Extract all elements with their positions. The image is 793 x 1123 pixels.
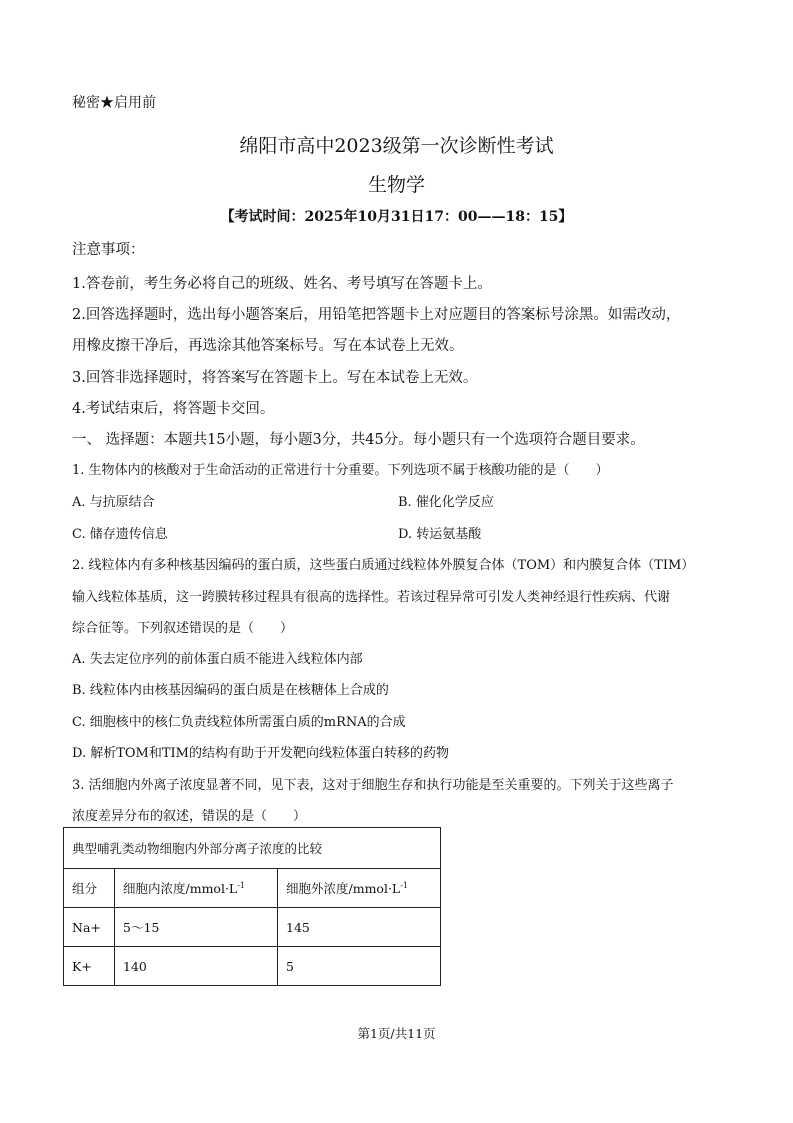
table-header-row [64,869,441,908]
exam-title: 绵阳市高中2023级第一次诊断性考试 [239,135,554,157]
confidential-label: 秘密★启用前 [72,95,156,111]
notes-heading: 注意事项： [72,242,145,258]
header-cell: 组分 [64,869,115,908]
question-1-option-c: C. 储存遗传信息 [72,527,168,542]
question-2-stem-line: 综合征等。下列叙述错误的是（ ） [72,621,294,636]
ion-concentration-table [63,827,441,986]
question-2-option-c: C. 细胞核中的核仁负责线粒体所需蛋白质的mRNA的合成 [72,715,406,730]
table-cell: 5～15 [115,908,278,947]
header-cell: 细胞外浓度$/mmol\cdot L^{-1}$ [278,869,441,908]
note-item: 1.答卷前，考生务必将自己的班级、姓名、考号填写在答题卡上。 [72,276,492,292]
table-caption: 典型哺乳类动物细胞内外部分离子浓度的比较 [64,828,441,869]
table-cell: K+ [64,947,115,986]
exam-time: 【考试时间：2025年10月31日17：00——18：15】 [220,209,573,225]
question-1-stem: 1. 生物体内的核酸对于生命活动的正常进行十分重要。下列选项不属于核酸功能的是（ ） [72,463,609,478]
subject-title: 生物学 [367,174,425,196]
note-item: 3.回答非选择题时，将答案写在答题卡上。写在本试卷上无效。 [72,370,478,386]
table-caption-row [64,828,441,869]
table-cell: 145 [278,908,441,947]
table-cell: Na+ [64,908,115,947]
note-item: 4.考试结束后，将答题卡交回。 [72,401,275,417]
table-cell: 5 [278,947,441,986]
header-cell: 细胞内浓度$/mmol\cdot L^{-1}$ [115,869,278,908]
note-item: 用橡皮擦干净后，再选涂其他答案标号。写在本试卷上无效。 [72,338,464,354]
page-number: 第1页/共11页 [357,1026,436,1041]
question-2-stem-line: 2. 线粒体内有多种核基因编码的蛋白质，这些蛋白质通过线粒体外膜复合体（TOM）和内膜复合体（TIM） [72,558,695,573]
question-1-option-b: B. 催化化学反应 [398,495,494,510]
question-2-stem-line: 输入线粒体基质，这一跨膜转移过程具有很高的选择性。若该过程异常可引发人类神经退行性疾病、代谢 [72,590,671,605]
question-2-option-a: A. 失去定位序列的前体蛋白质不能进入线粒体内部 [72,652,363,667]
question-1-option-a: A. 与抗原结合 [72,495,155,510]
question-2-option-d: D. 解析TOM和TIM的结构有助于开发靶向线粒体蛋白转移的药物 [72,746,449,761]
table-row [64,947,441,986]
section-heading: 一、 选择题：本题共15小题，每小题3分，共45分。每小题只有一个选项符合题目要求。 [72,432,645,448]
question-2-option-b: B. 线粒体内由核基因编码的蛋白质是在核糖体上合成的 [72,683,389,698]
question-3-stem-line: 3. 活细胞内外离子浓度显著不同，见下表，这对于细胞生存和执行功能是至关重要的。下列关于这些离子 [72,778,674,793]
table-row [64,908,441,947]
note-item: 2.回答选择题时，选出每小题答案后，用铅笔把答题卡上对应题目的答案标号涂黑。如需改动， [72,307,681,323]
table-cell: 140 [115,947,278,986]
question-1-option-d: D. 转运氨基酸 [398,527,482,542]
question-3-stem-line: 浓度差异分布的叙述，错误的是（ ） [72,809,307,824]
